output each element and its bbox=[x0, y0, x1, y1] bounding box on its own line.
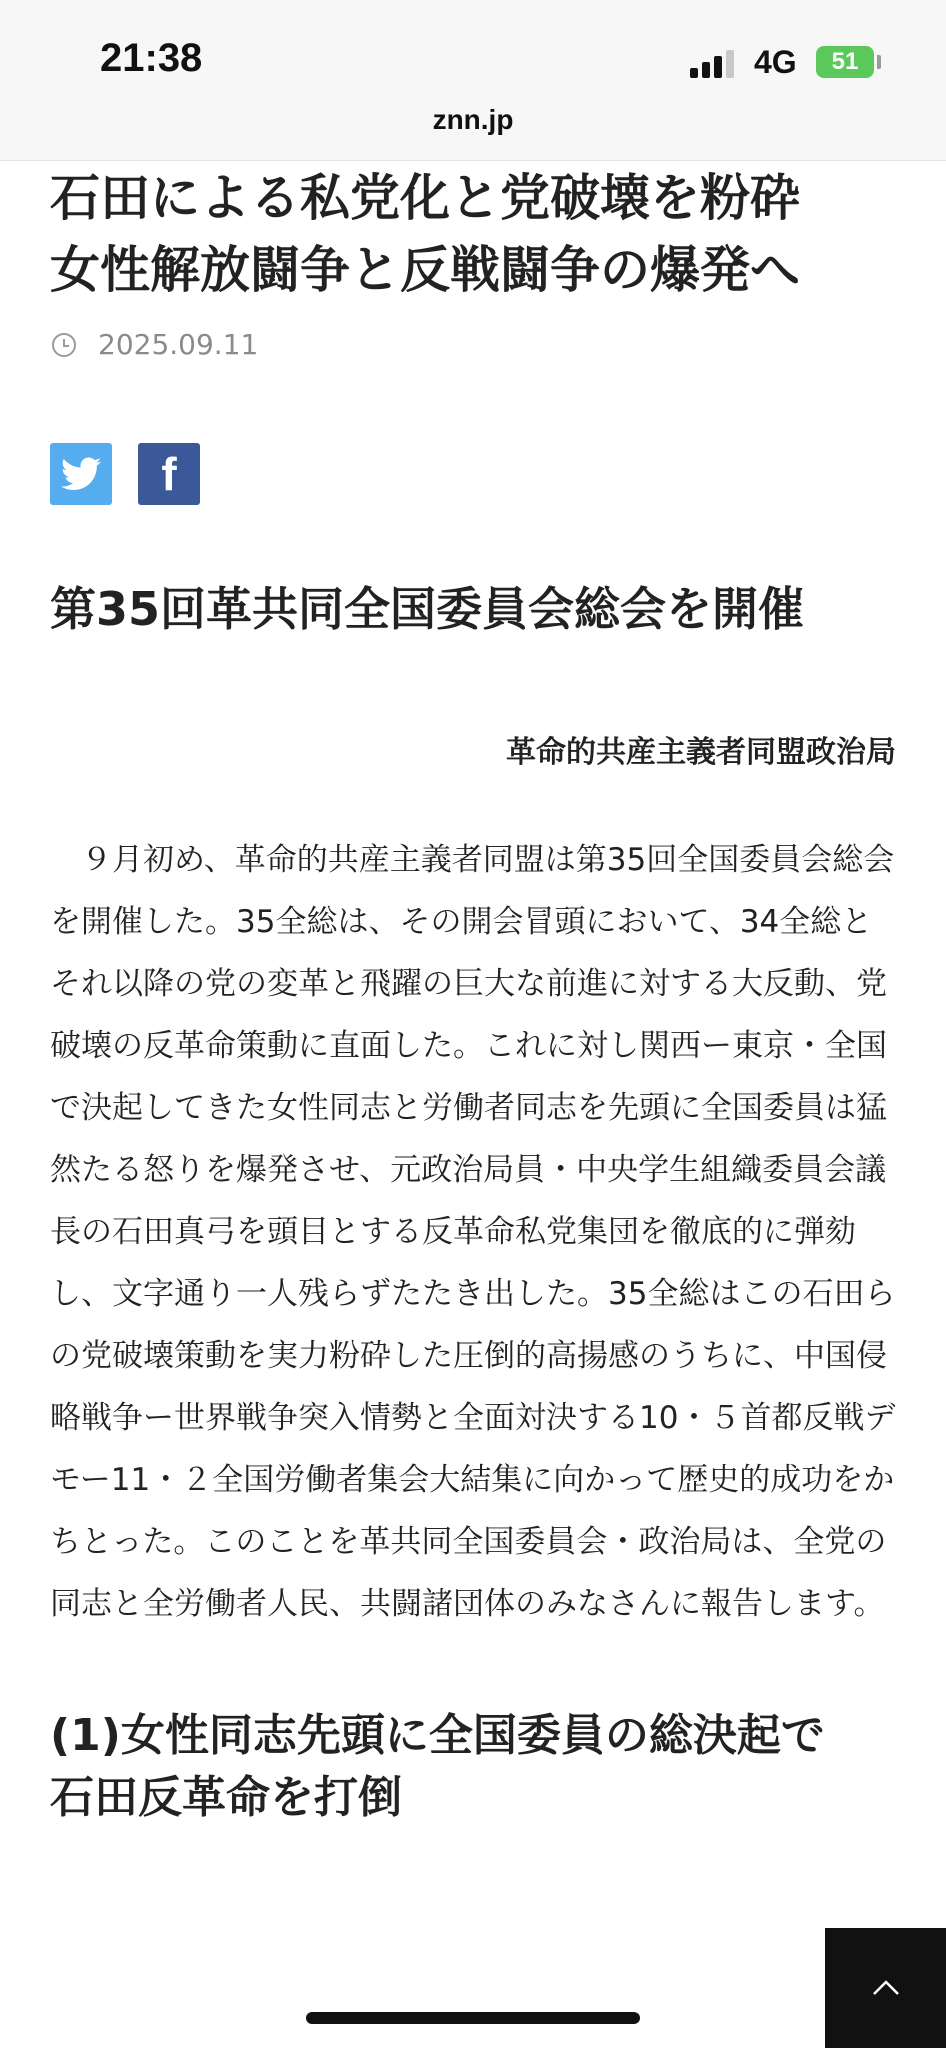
article-title-line1: 石田による私党化と党破壊を粉砕 bbox=[50, 169, 800, 227]
section-heading-1-line2: 石田反革命を打倒 bbox=[50, 1772, 402, 1823]
home-indicator[interactable] bbox=[306, 2012, 640, 2024]
section-heading-1-line1: (1)女性同志先頭に全国委員の総決起で bbox=[50, 1710, 825, 1761]
article-title-line2: 女性解放闘争と反戦闘争の爆発へ bbox=[50, 241, 800, 299]
facebook-share-button[interactable] bbox=[138, 443, 200, 505]
article-title bbox=[50, 162, 896, 306]
facebook-icon: f bbox=[161, 448, 177, 500]
twitter-share-button[interactable] bbox=[50, 443, 112, 505]
network-type: 4G bbox=[754, 44, 797, 80]
article-date: 2025.09.11 bbox=[98, 328, 259, 361]
address-bar-url[interactable]: znn.jp bbox=[432, 104, 514, 135]
share-buttons bbox=[50, 443, 896, 505]
cellular-signal-icon bbox=[690, 50, 734, 78]
article-subtitle: 第35回革共同全国委員会総会を開催 bbox=[50, 582, 805, 636]
battery-level: 51 bbox=[831, 48, 859, 75]
chevron-up-icon bbox=[871, 1979, 901, 1997]
twitter-bird-icon bbox=[61, 457, 101, 491]
article-body-paragraph: ９月初め、革命的共産主義者同盟は第35回全国委員会総会を開催した。35全総は、その開会冒頭において、34全総とそれ以降の党の変革と飛躍の巨大な前進に対する大反動、党破壊の反革命策動に直面した。これに対し関西ー東京・全国で決起してきた女性同志と労働者同志を先頭に全国委員は猛然たる怒りを爆発させ、元政治局員・中央学生組織委員会議長の石田真弓を頭目とする反革命私党集団を徹底的に弾劾し、文字通り一人残らずたたき出した。35全総はこの石田らの党破壊策動を実力粉砕した圧倒的高揚感のうちに、中国侵略戦争ー世界戦争突入情勢と全面対決する10・５首都反戦デモー11・２全国労働者集会大結集に向かって歴史的成功をかちとった。このことを革共同全国委員会・政治局は、全党の同志と全労働者人民、共闘諸団体のみなさんに報告します。 bbox=[50, 842, 896, 1622]
status-time: 21:38 bbox=[100, 36, 203, 80]
article-author: 革命的共産主義者同盟政治局 bbox=[506, 735, 896, 770]
battery-icon bbox=[816, 46, 874, 78]
section-heading-1 bbox=[50, 1705, 896, 1829]
scroll-to-top-button[interactable] bbox=[825, 1928, 946, 2048]
battery-tip bbox=[877, 55, 881, 69]
article bbox=[50, 160, 896, 1829]
article-date-row bbox=[50, 328, 896, 361]
clock-icon bbox=[52, 333, 76, 357]
status-bar bbox=[0, 0, 946, 161]
